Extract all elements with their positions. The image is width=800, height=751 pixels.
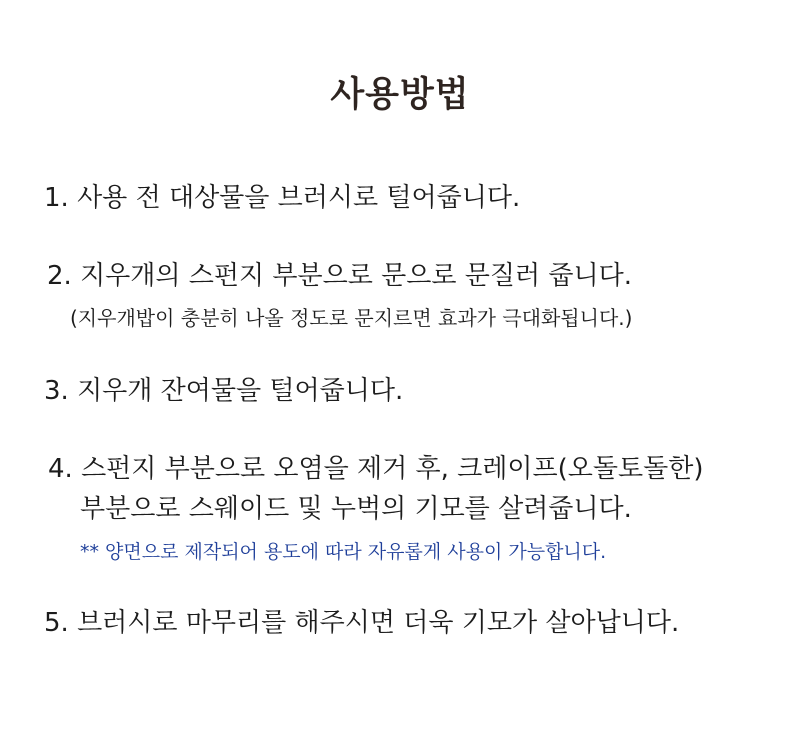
- step-1-text: 1. 사용 전 대상물을 브러시로 털어줍니다.: [44, 183, 521, 213]
- step-2-text: 2. 지우개의 스펀지 부분으로 문으로 문질러 줍니다.: [47, 261, 632, 291]
- step-4-text-line-1: 4. 스펀지 부분으로 오염을 제거 후, 크레이프(오돌토돌한): [48, 454, 704, 484]
- step-4-note: ** 양면으로 제작되어 용도에 따라 자유롭게 사용이 가능합니다.: [80, 541, 607, 563]
- page-title: 사용방법: [330, 75, 470, 115]
- step-3-text: 3. 지우개 잔여물을 털어줍니다.: [44, 376, 404, 406]
- step-4-text-line-2: 부분으로 스웨이드 및 누벅의 기모를 살려줍니다.: [80, 494, 632, 524]
- step-5-text: 5. 브러시로 마무리를 해주시면 더욱 기모가 살아납니다.: [44, 608, 680, 638]
- step-2-subtext: (지우개밥이 충분히 나올 정도로 문지르면 효과가 극대화됩니다.): [70, 306, 633, 330]
